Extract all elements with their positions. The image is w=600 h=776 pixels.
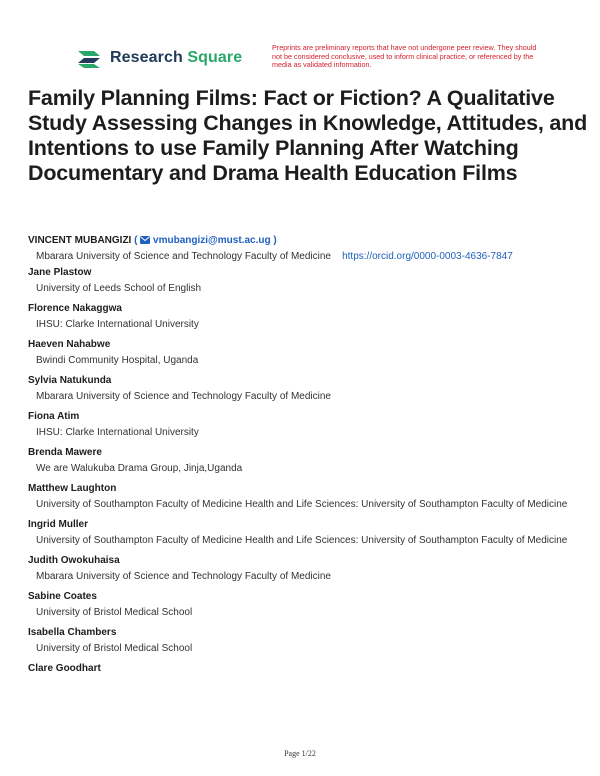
orcid-link[interactable]: https://orcid.org/0000-0003-4636-7847: [342, 251, 513, 262]
author-name: Haeven Nahabwe: [28, 339, 111, 350]
email-link[interactable]: vmubangizi@must.ac.ug: [153, 235, 271, 246]
author-affiliation: IHSU: Clarke International University: [36, 319, 199, 330]
author-name: Sabine Coates: [28, 591, 97, 602]
author-affiliation: University of Bristol Medical School: [36, 607, 193, 618]
email-group: ( vmubangizi@must.ac.ug ): [134, 235, 277, 246]
author-affiliation: Mbarara University of Science and Technology Faculty of Medicine: [36, 571, 331, 582]
preprint-notice: Preprints are preliminary reports that have not undergone peer review. They should not be considered conclusive, used to inform clinical practice, or referenced by the media as validated information.: [272, 43, 537, 70]
author-name: Isabella Chambers: [28, 627, 117, 638]
author-affiliation: Bwindi Community Hospital, Uganda: [36, 355, 199, 366]
author-name: Ingrid Muller: [28, 519, 88, 530]
research-square-logo-icon: [76, 47, 102, 69]
author-name: Florence Nakaggwa: [28, 303, 122, 314]
author-name: Matthew Laughton: [28, 483, 117, 494]
page-header: [0, 0, 600, 80]
author-affiliation: University of Southampton Faculty of Medicine Health and Life Sciences: University of Southampton Faculty of Medicine: [36, 535, 568, 546]
author-affiliation: IHSU: Clarke International University: [36, 427, 199, 438]
author-name: VINCENT MUBANGIZI: [28, 235, 132, 246]
author-name: Clare Goodhart: [28, 663, 101, 674]
logo-text: Research Square: [110, 49, 243, 66]
author-list: [28, 234, 578, 676]
author-name: Judith Owokuhaisa: [28, 555, 120, 566]
author-affiliation: University of Southampton Faculty of Medicine Health and Life Sciences: University of Southampton Faculty of Medicine: [36, 499, 568, 510]
author-name: Brenda Mawere: [28, 447, 102, 458]
author-affiliation: University of Leeds School of English: [36, 283, 202, 294]
author-affiliation: Mbarara University of Science and Technology Faculty of Medicine: [36, 391, 331, 402]
envelope-icon: [140, 236, 150, 244]
corresponding-author: [28, 234, 578, 248]
paper-title: Family Planning Films: Fact or Fiction? A Qualitative Study Assessing Changes in Knowledge, Attitudes, and Intentions to use Family Planning After Watching Documentary and Drama Health Education Films: [28, 86, 588, 185]
author-name: Sylvia Natukunda: [28, 375, 112, 386]
author-name: Fiona Atim: [28, 411, 80, 422]
page-number: Page 1/22: [284, 749, 316, 758]
research-square-logo[interactable]: [76, 47, 242, 69]
author-name: Jane Plastow: [28, 267, 92, 278]
author-affiliation: We are Walukuba Drama Group, Jinja,Uganda: [36, 463, 243, 474]
corresponding-affiliation: Mbarara University of Science and Technology Faculty of Medicine https://orcid.org/0000-0003-4636-7847: [36, 251, 513, 262]
author-affiliation: University of Bristol Medical School: [36, 643, 193, 654]
